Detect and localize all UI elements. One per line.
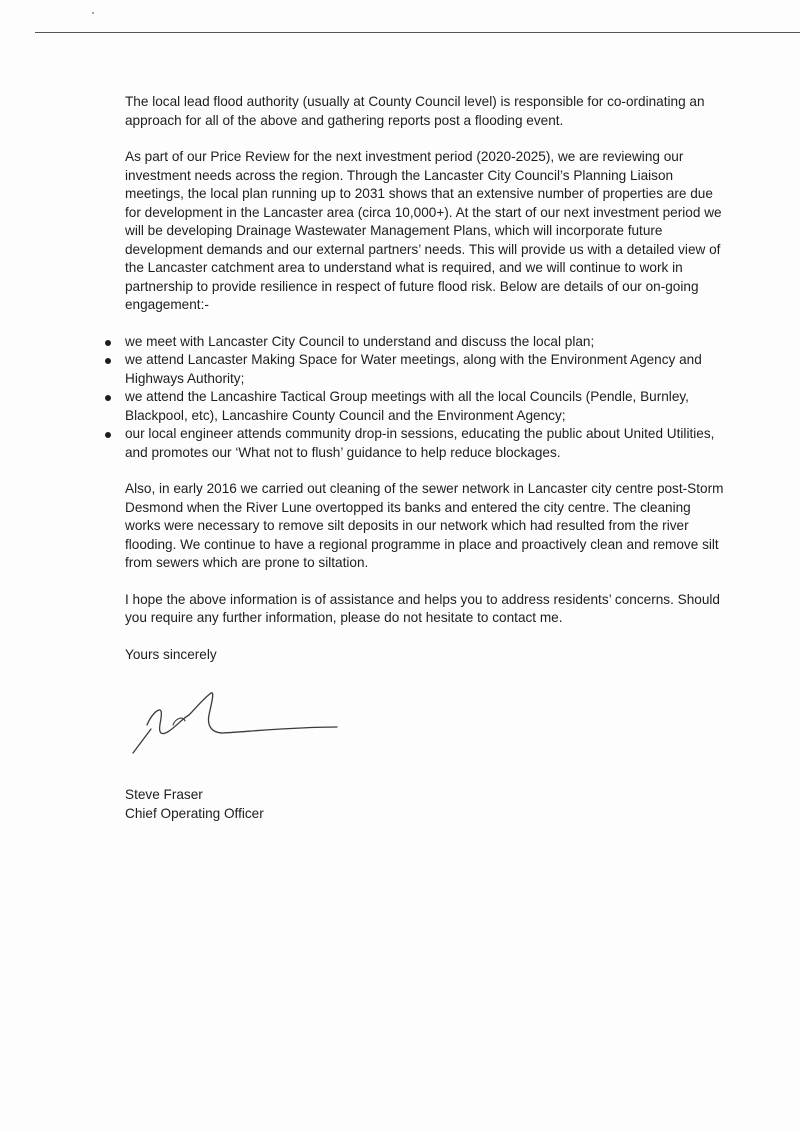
paragraph-storm-desmond: Also, in early 2016 we carried out cleaning of the sewer network in Lancaster city centre post-Storm Desmond when the River Lune overtopped its banks and entered the city centre. The cleaning works were necessary to remove silt deposits in our network which had resulted from the river flooding. We continue to have a regional programme in place and proactively clean and remove silt from sewers which are prone to siltation.	[125, 481, 724, 570]
list-item-text: we attend the Lancashire Tactical Group meetings with all the local Councils (Pendle, Burnley, Blackpool, etc), Lancashire County Council and the Environment Agency;	[125, 389, 689, 423]
list-item-text: our local engineer attends community drop-in sessions, educating the public about United Utilities, and promotes our ‘What not to flush’ guidance to help reduce blockages.	[125, 426, 715, 460]
bullet-icon	[102, 388, 114, 407]
paragraph-flood-authority: The local lead flood authority (usually at County Council level) is responsible for co-ordinating an approach for all of the above and gathering reports post a flooding event.	[125, 94, 705, 128]
closing-salutation: Yours sincerely	[125, 646, 217, 662]
paragraph-price-review: As part of our Price Review for the next investment period (2020-2025), we are reviewing our investment needs across the region. Through the Lancaster City Council’s Planning Liaison meetings, the local plan running up to 2031 shows that an extensive number of properties are due for development in the Lancaster area (circa 10,000+). At the start of our next investment period we will be developing Drainage Wastewater Management Plans, which will incorporate future development demands and our external partners’ needs. This will provide us with a detailed view of the Lancaster catchment area to understand what is required, and we will continue to work in partnership to provide resilience in respect of future flood risk. Below are details of our on-going engagement:-	[125, 149, 722, 312]
list-item	[102, 388, 725, 425]
scan-speck	[92, 12, 94, 14]
list-item-text: we meet with Lancaster City Council to understand and discuss the local plan;	[125, 333, 595, 349]
list-item	[102, 425, 725, 462]
engagement-list	[125, 333, 725, 463]
paragraph-assistance: I hope the above information is of assistance and helps you to address residents’ concerns. Should you require any further information, please do not hesitate to contact me.	[125, 591, 720, 625]
list-item	[102, 351, 725, 388]
bullet-icon	[102, 351, 114, 370]
letter-body	[125, 93, 725, 664]
signer-name: Steve Fraser	[125, 787, 203, 802]
bullet-icon	[102, 333, 114, 352]
signer-block	[125, 786, 264, 823]
signer-title: Chief Operating Officer	[125, 805, 264, 821]
list-item	[102, 333, 725, 352]
bullet-icon	[102, 425, 114, 444]
header-rule	[35, 32, 800, 33]
handwritten-signature	[125, 685, 355, 765]
list-item-text: we attend Lancaster Making Space for Water meetings, along with the Environment Agency and Highways Authority;	[125, 352, 702, 386]
